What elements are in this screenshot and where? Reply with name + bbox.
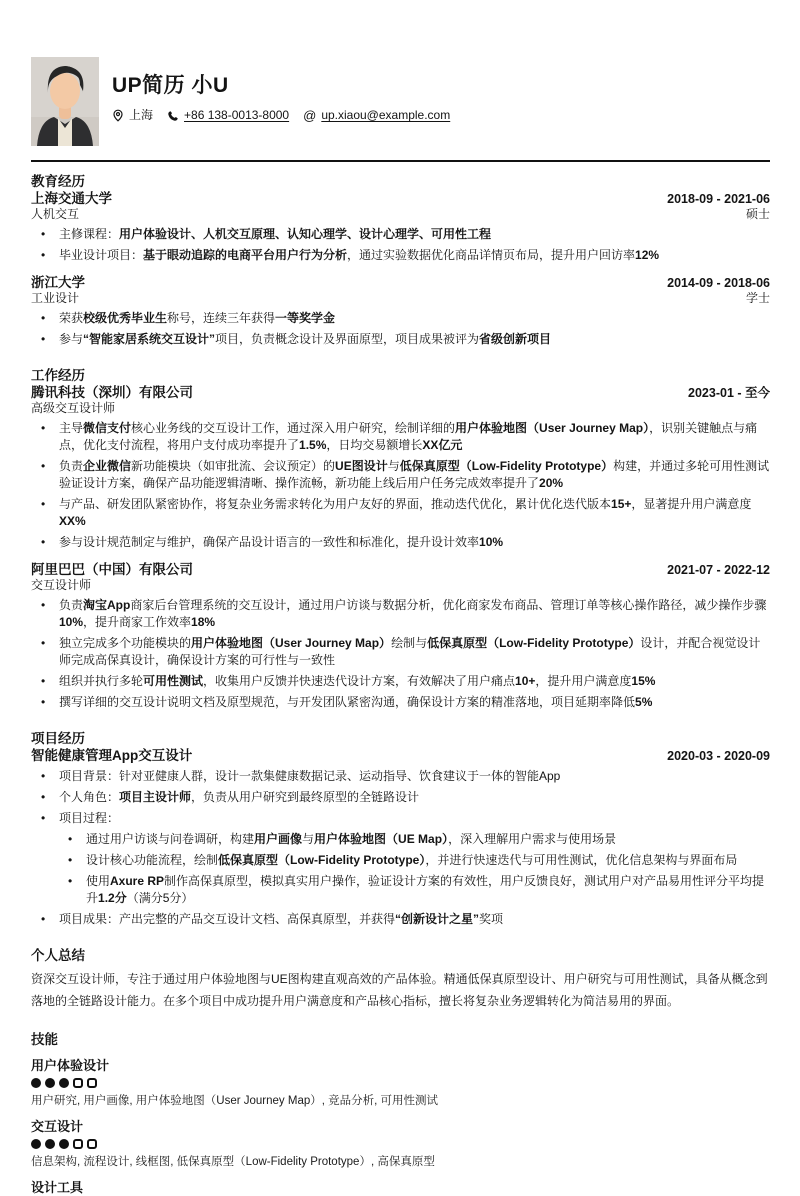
bold-text: 用户体验地图（UE Map）	[314, 832, 449, 846]
text: 制作高保真原型，模拟真实用户操作，验证设计方案的有效性，用户反馈良好，测试用户对产品易用性评分平均提升	[86, 874, 765, 905]
skill-item	[31, 1058, 770, 1109]
text: 个人角色：	[59, 790, 120, 804]
bullet-marker: •	[41, 769, 46, 783]
text: ，通过实验数据优化商品详情页布局，提升用户回访率	[347, 248, 636, 262]
bold-text: 10%	[59, 615, 84, 629]
text: 主修课程：	[59, 227, 120, 241]
bullet-marker: •	[41, 227, 46, 241]
text: 奖项	[479, 912, 504, 926]
text: 通过用户访谈与问卷调研，构建	[86, 832, 255, 846]
bullet-marker: •	[41, 912, 46, 926]
entry-subheader	[31, 291, 770, 306]
bold-text: 用户体验地图（User Journey Map）	[191, 636, 392, 650]
bullet-text	[59, 310, 770, 327]
phone-link[interactable]: +86 138-0013-8000	[184, 108, 290, 122]
bold-text: 用户画像	[254, 832, 303, 846]
bullet-marker: •	[41, 598, 46, 612]
bullet-item	[31, 768, 770, 785]
bold-text: 微信支付	[83, 421, 132, 435]
bullet-item	[31, 911, 770, 928]
bullet-text	[59, 597, 770, 631]
bullet-text	[59, 226, 770, 243]
bold-text: 10+	[515, 674, 536, 688]
contact-row	[112, 108, 450, 123]
text: 与产品、研发团队紧密协作，将复杂业务需求转化为用户友好的界面，推动迭代优化，累计优化迭代版本	[59, 497, 612, 511]
bold-text: 18%	[191, 615, 216, 629]
skill-keywords: 信息架构, 流程设计, 线框图, 低保真原型（Low-Fidelity Prototype）, 高保真原型	[31, 1156, 435, 1168]
skill-dot-empty	[73, 1139, 83, 1149]
section-title: 工作经历	[31, 368, 85, 383]
bold-text: 用户体验地图（User Journey Map）	[455, 421, 650, 435]
skill-keywords: 用户研究, 用户画像, 用户体验地图（User Journey Map）, 竞品分析, 可用性测试	[31, 1095, 439, 1107]
text: 设计，并配合视觉设计师完成高保真设计，确保设计方案的可行性与一致性	[59, 636, 761, 667]
text: 负责	[59, 459, 84, 473]
skill-dot-empty	[87, 1139, 97, 1149]
skill-item	[31, 1119, 770, 1170]
text: 撰写详细的交互设计说明文档及原型规范，与开发团队紧密沟通，确保设计方案的精准落地，项目延期率降低	[59, 695, 636, 709]
bullet-text	[59, 247, 770, 264]
bullet-text	[59, 810, 770, 827]
text: ，显著提升用户满意度	[631, 497, 752, 511]
bullet-text	[59, 694, 770, 711]
bullet-text	[59, 496, 770, 530]
text: 项目成果：产出完整的产品交互设计文档、高保真原型，并获得	[59, 912, 396, 926]
bullet-marker: •	[41, 695, 46, 709]
bold-text: “智能家居系统交互设计”	[83, 332, 216, 346]
text: 负责	[59, 598, 84, 612]
text: 毕业设计项目：	[59, 248, 144, 262]
entry	[31, 275, 770, 348]
header-divider	[31, 160, 770, 162]
bullet-text	[59, 911, 770, 928]
section-work	[31, 367, 770, 711]
entry-header	[31, 191, 770, 207]
text: 独立完成多个功能模块的	[59, 636, 192, 650]
text: 荣获	[59, 311, 84, 325]
location-pin-icon	[112, 109, 124, 122]
bullet-item	[31, 810, 770, 827]
text: 组织并执行多轮	[59, 674, 144, 688]
entry-date: 2014-09 - 2018-06	[667, 276, 770, 290]
entry-title: 浙江大学	[31, 275, 85, 290]
bullet-marker: •	[41, 421, 46, 435]
at-icon: @	[303, 107, 317, 123]
text: （满分5分）	[126, 891, 194, 905]
bold-text: 低保真原型（Low-Fidelity Prototype）	[399, 459, 614, 473]
bold-text: 用户体验设计、人机交互原理、认知心理学、设计心理学、可用性工程	[119, 227, 492, 241]
bold-text: 项目主设计师	[119, 790, 192, 804]
section-title: 个人总结	[31, 948, 85, 963]
entry-header	[31, 562, 770, 578]
entry-subheader	[31, 578, 770, 593]
bullet-text	[86, 852, 770, 869]
text: 商家后台管理系统的交互设计，通过用户访谈与数据分析，优化商家发布商品、管理订单等核心操作路径，减少操作步骤	[130, 598, 767, 612]
entry-date: 2020-03 - 2020-09	[667, 749, 770, 763]
entry	[31, 562, 770, 711]
bold-text: 一等奖学金	[275, 311, 336, 325]
bullet-item	[31, 496, 770, 530]
skill-name: 设计工具	[31, 1180, 84, 1195]
entry-header	[31, 748, 770, 764]
bullet-marker: •	[68, 853, 73, 867]
bullet-text	[86, 831, 770, 848]
section-education	[31, 173, 770, 348]
skill-dot-filled	[45, 1078, 55, 1088]
entry-title: 阿里巴巴（中国）有限公司	[31, 562, 193, 577]
bullet-marker: •	[68, 874, 73, 888]
section-title: 技能	[31, 1032, 58, 1047]
text: 新功能模块（如审批流、会议预定）的	[131, 459, 336, 473]
text: ，提升用户满意度	[535, 674, 632, 688]
bullet-text	[59, 635, 770, 669]
bold-text: 12%	[635, 248, 660, 262]
text: 与	[302, 832, 315, 846]
skill-dot-filled	[45, 1139, 55, 1149]
text: ，深入理解用户需求与使用场景	[448, 832, 617, 846]
bullet-text	[59, 768, 770, 785]
entry	[31, 385, 770, 551]
bold-text: 20%	[539, 476, 564, 490]
entry-degree: 硕士	[745, 207, 770, 221]
bullet-marker: •	[41, 459, 46, 473]
section-title: 项目经历	[31, 731, 85, 746]
entry-role: 工业设计	[31, 291, 80, 305]
bullet-item	[31, 331, 770, 348]
text: 使用	[86, 874, 111, 888]
bold-text: 15%	[631, 674, 656, 688]
bold-text: 可用性测试	[143, 674, 204, 688]
bullet-text	[86, 873, 770, 907]
phone-icon	[167, 110, 179, 122]
entry-title: 上海交通大学	[31, 191, 112, 206]
bullet-marker: •	[41, 248, 46, 262]
bold-text: XX亿元	[422, 438, 463, 452]
resume-header	[31, 57, 770, 146]
bullet-item	[31, 247, 770, 264]
entry-header	[31, 385, 770, 401]
contact-email	[303, 108, 450, 123]
text: ，收集用户反馈并快速迭代设计方案，有效解决了用户痛点	[203, 674, 516, 688]
bullet-item	[31, 673, 770, 690]
bullet-item	[31, 458, 770, 492]
sub-bullet-item	[58, 831, 770, 848]
bullet-marker: •	[68, 832, 73, 846]
entry-role: 高级交互设计师	[31, 401, 116, 415]
entry	[31, 748, 770, 928]
entry-header	[31, 275, 770, 291]
bullet-item	[31, 789, 770, 806]
text: ，并进行快速迭代与可用性测试，优化信息架构与界面布局	[425, 853, 738, 867]
bullet-item	[31, 310, 770, 327]
text: ，负责从用户研究到最终原型的全链路设计	[191, 790, 420, 804]
contact-location	[112, 108, 153, 123]
bold-text: 淘宝App	[83, 598, 131, 612]
bold-text: 5%	[635, 695, 653, 709]
bullet-item	[31, 226, 770, 243]
bold-text: 低保真原型（Low-Fidelity Prototype）	[427, 636, 641, 650]
bold-text: “创新设计之星”	[395, 912, 480, 926]
entry-subheader	[31, 401, 770, 416]
entry-role: 人机交互	[31, 207, 80, 221]
text: 设计核心功能流程，绘制	[86, 853, 219, 867]
bullet-marker: •	[41, 790, 46, 804]
skill-name: 用户体验设计	[31, 1058, 110, 1073]
bullet-text	[59, 534, 770, 551]
section-summary	[31, 947, 770, 1012]
section-skills	[31, 1031, 770, 1196]
bold-text: 10%	[479, 535, 504, 549]
bullet-item	[31, 635, 770, 669]
bold-text: 1.2分	[98, 891, 127, 905]
skill-level-dots	[31, 1139, 770, 1149]
resume-body	[31, 173, 770, 1196]
bullet-marker: •	[41, 674, 46, 688]
bold-text: 基于眼动追踪的电商平台用户行为分析	[143, 248, 348, 262]
skill-dot-empty	[73, 1078, 83, 1088]
bullet-text	[59, 673, 770, 690]
bullet-item	[31, 420, 770, 454]
bold-text: 15+	[611, 497, 632, 511]
text: 参与设计规范制定与维护，确保产品设计语言的一致性和标准化，提升设计效率	[59, 535, 480, 549]
entry	[31, 191, 770, 264]
entry-date: 2018-09 - 2021-06	[667, 192, 770, 206]
sub-bullet-item	[58, 852, 770, 869]
bullet-text	[59, 420, 770, 454]
bullet-marker: •	[41, 811, 46, 825]
email-link[interactable]: up.xiaou@example.com	[321, 108, 451, 122]
bullet-text	[59, 331, 770, 348]
entry-date: 2023-01 - 至今	[688, 386, 770, 400]
skill-dot-filled	[31, 1139, 41, 1149]
text: 项目过程：	[59, 811, 120, 825]
entry-title: 智能健康管理App交互设计	[31, 748, 193, 763]
candidate-name: UP简历 小U	[112, 74, 229, 97]
bullet-item	[31, 694, 770, 711]
text: ，识别关键触点与痛点，优化支付流程，将用户支付成功率提升了	[59, 421, 758, 452]
bullet-marker: •	[41, 311, 46, 325]
skill-dot-empty	[87, 1078, 97, 1088]
entry-role: 交互设计师	[31, 578, 92, 592]
entry-date: 2021-07 - 2022-12	[667, 563, 770, 577]
bullet-text	[59, 789, 770, 806]
bullet-item	[31, 597, 770, 631]
bullet-text	[59, 458, 770, 492]
text: 绘制与	[391, 636, 428, 650]
section-projects	[31, 730, 770, 928]
bold-text: UE图设计	[335, 459, 388, 473]
bold-text: 低保真原型（Low-Fidelity Prototype）	[218, 853, 426, 867]
text: 项目背景：针对亚健康人群，设计一款集健康数据记录、运动指导、饮食建议于一体的智能App	[59, 769, 561, 783]
skill-dot-filled	[59, 1078, 69, 1088]
header-identity	[112, 57, 450, 123]
text: ，提升商家工作效率	[83, 615, 192, 629]
bold-text: 省级创新项目	[479, 332, 552, 346]
bold-text: Axure RP	[110, 874, 165, 888]
entry-subheader	[31, 207, 770, 222]
text: 项目，负责概念设计及界面原型，项目成果被评为	[215, 332, 480, 346]
section-title: 教育经历	[31, 174, 85, 189]
bold-text: 企业微信	[83, 459, 132, 473]
text: 与	[387, 459, 400, 473]
text: ，日均交易额增长	[326, 438, 423, 452]
contact-phone	[167, 108, 289, 123]
summary-paragraph: 资深交互设计师，专注于通过用户体验地图与UE图构建直观高效的产品体验。精通低保真原型设计、用户研究与可用性测试，具备从概念到落地的全链路设计能力。在多个项目中成功提升用户满意度和产品核心指标，擅长将复杂业务逻辑转化为简洁易用的界面。	[31, 972, 768, 1008]
location-text: 上海	[129, 108, 154, 122]
bold-text: 1.5%	[299, 438, 327, 452]
skill-item	[31, 1180, 770, 1196]
entry-title: 腾讯科技（深圳）有限公司	[31, 385, 193, 400]
skill-dot-filled	[31, 1078, 41, 1088]
bullet-marker: •	[41, 497, 46, 511]
bullet-marker: •	[41, 332, 46, 346]
bullet-item	[31, 534, 770, 551]
text: 称号，连续三年获得	[167, 311, 276, 325]
skill-level-dots	[31, 1078, 770, 1088]
entry-degree: 学士	[745, 291, 770, 305]
bold-text: XX%	[59, 514, 86, 528]
skill-name: 交互设计	[31, 1119, 84, 1134]
bullet-marker: •	[41, 636, 46, 650]
person-avatar-graphic	[31, 57, 99, 146]
text: 核心业务线的交互设计工作，通过深入用户研究，绘制详细的	[131, 421, 456, 435]
sub-bullet-item	[58, 873, 770, 907]
bold-text: 校级优秀毕业生	[83, 311, 168, 325]
text: 主导	[59, 421, 84, 435]
text: 参与	[59, 332, 84, 346]
profile-photo	[31, 57, 99, 146]
text: 构建，并通过多轮可用性测试验证设计方案，确保产品功能逻辑清晰、操作流畅，新功能上线后用户任务完成效率提升了	[59, 459, 770, 490]
skill-dot-filled	[59, 1139, 69, 1149]
bullet-marker: •	[41, 535, 46, 549]
